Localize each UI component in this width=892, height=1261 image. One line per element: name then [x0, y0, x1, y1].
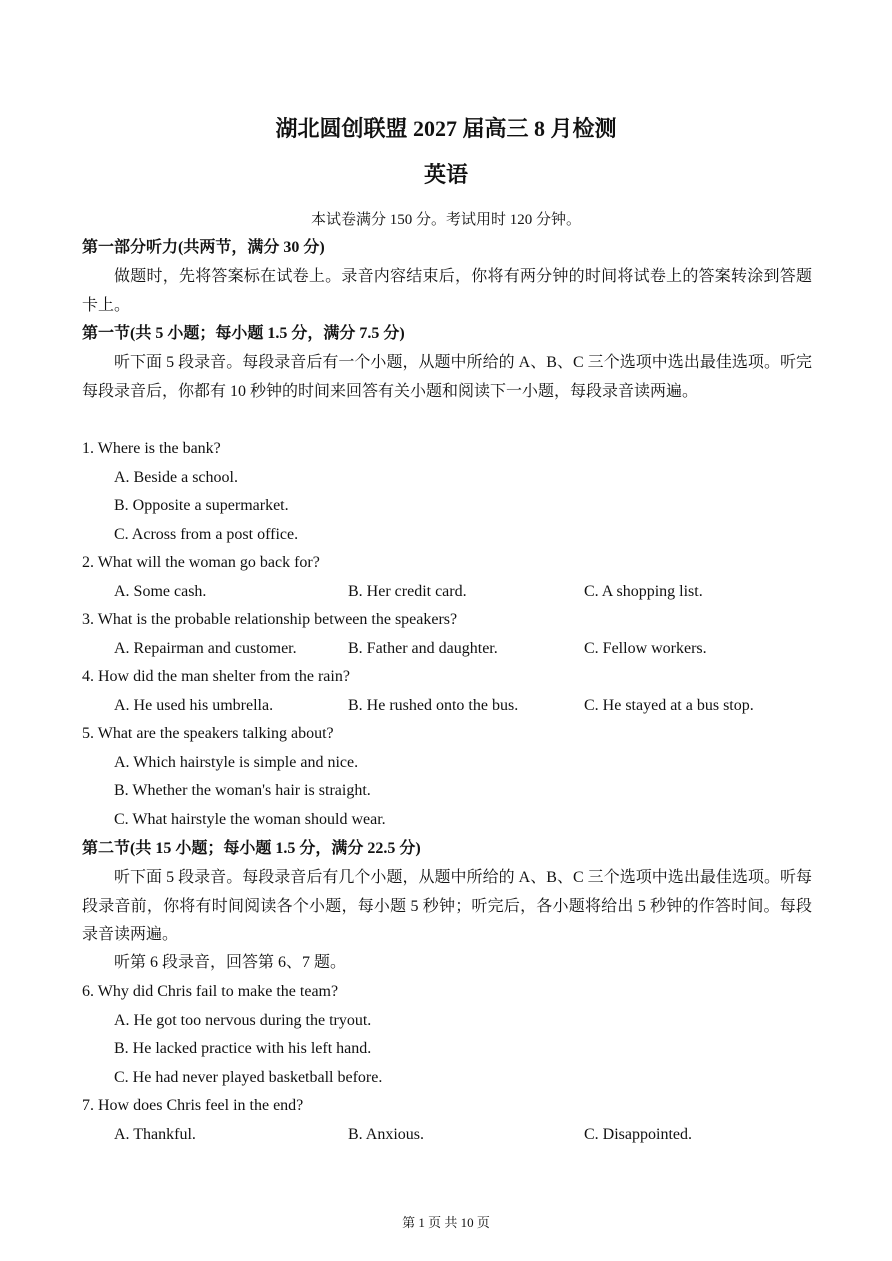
- question-4-option-c: C. He stayed at a bus stop.: [584, 697, 754, 714]
- part1-instruction: 做题时，先将答案标在试卷上。录音内容结束后，你将有两分钟的时间将试卷上的答案转涂到答题卡上。: [82, 268, 812, 314]
- question-5-option-b: B. Whether the woman's hair is straight.: [114, 782, 371, 799]
- question-4-option-a: A. He used his umbrella.: [114, 697, 274, 714]
- question-2-stem: 2. What will the woman go back for?: [82, 554, 320, 571]
- question-5-option-c: C. What hairstyle the woman should wear.: [114, 811, 386, 828]
- question-4-stem: 4. How did the man shelter from the rain?: [82, 668, 350, 685]
- question-2-option-c: C. A shopping list.: [584, 583, 703, 600]
- section2-instruction: 听下面 5 段录音。每段录音后有几个小题，从题中所给的 A、B、C 三个选项中选出最佳选项。听每段录音前，你将有时间阅读各个小题，每小题 5 秒钟；听完后，各小题将给出 5 秒钟的作答时间。每段录音读两遍。: [82, 869, 812, 944]
- question-6-stem: 6. Why did Chris fail to make the team?: [82, 983, 339, 1000]
- question-5-option-a: A. Which hairstyle is simple and nice.: [114, 754, 359, 771]
- page-footer: 第 1 页 共 10 页: [402, 1215, 490, 1230]
- part1-heading: 第一部分听力(共两节，满分 30 分): [82, 239, 325, 256]
- exam-title: 湖北圆创联盟 2027 届高三 8 月检测: [275, 116, 617, 141]
- question-3-option-c: C. Fellow workers.: [584, 640, 707, 657]
- question-1-option-b: B. Opposite a supermarket.: [114, 497, 289, 514]
- question-3-option-a: A. Repairman and customer.: [114, 640, 297, 657]
- exam-note: 本试卷满分 150 分。考试用时 120 分钟。: [310, 212, 581, 228]
- question-3-stem: 3. What is the probable relationship between the speakers?: [82, 611, 458, 628]
- question-1-option-a: A. Beside a school.: [114, 469, 238, 486]
- question-2-option-b: B. Her credit card.: [348, 583, 467, 600]
- question-7-option-a: A. Thankful.: [114, 1126, 196, 1143]
- question-1-stem: 1. Where is the bank?: [82, 440, 221, 457]
- question-7-stem: 7. How does Chris feel in the end?: [82, 1097, 304, 1114]
- section2-heading: 第二节(共 15 小题；每小题 1.5 分，满分 22.5 分): [82, 840, 421, 857]
- question-6-option-a: A. He got too nervous during the tryout.: [114, 1012, 372, 1029]
- question-6-option-b: B. He lacked practice with his left hand.: [114, 1040, 372, 1057]
- section1-heading: 第一节(共 5 小题；每小题 1.5 分，满分 7.5 分): [82, 325, 405, 342]
- question-1-option-c: C. Across from a post office.: [114, 526, 299, 543]
- question-4-option-b: B. He rushed onto the bus.: [348, 697, 519, 714]
- subject-title: 英语: [423, 162, 468, 187]
- question-6-option-c: C. He had never played basketball before.: [114, 1069, 383, 1086]
- question-3-option-b: B. Father and daughter.: [348, 640, 498, 657]
- question-7-option-b: B. Anxious.: [348, 1126, 425, 1143]
- section1-instruction: 听下面 5 段录音。每段录音后有一个小题，从题中所给的 A、B、C 三个选项中选出最佳选项。听完每段录音后，你都有 10 秒钟的时间来回答有关小题和阅读下一小题，每段录音读两遍。: [82, 354, 812, 400]
- question-2-option-a: A. Some cash.: [114, 583, 207, 600]
- question-5-stem: 5. What are the speakers talking about?: [82, 725, 334, 742]
- question-7-option-c: C. Disappointed.: [584, 1126, 692, 1143]
- section2-sub-instruction: 听第 6 段录音，回答第 6、7 题。: [114, 954, 347, 971]
